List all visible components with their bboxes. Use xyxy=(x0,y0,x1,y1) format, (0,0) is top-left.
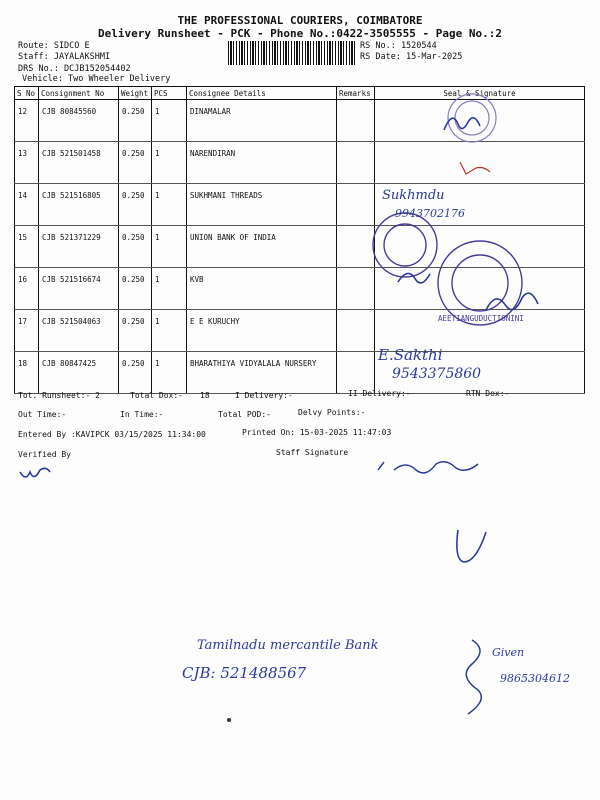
cell-consignment: CJB 80845560 xyxy=(39,100,119,142)
col-header-pcs: PCS xyxy=(152,87,187,100)
signature-mark-icon xyxy=(444,118,480,130)
cell-weight: 0.250 xyxy=(119,268,152,310)
in-time-label: In Time:- xyxy=(120,410,164,419)
ii-delivery-label: II Delivery:- xyxy=(348,389,411,398)
drs-label: DRS No.: DCJB152054402 xyxy=(18,64,131,74)
cell-weight: 0.250 xyxy=(119,352,152,394)
entered-by: Entered By :KAVIPCK 03/15/2025 11:34:00 xyxy=(18,430,206,439)
route-label: Route: SIDCO E xyxy=(18,41,90,51)
handwritten-signature: Sukhmdu xyxy=(382,188,445,203)
cell-consignee: E E KURUCHY xyxy=(187,310,337,352)
cell-weight: 0.250 xyxy=(119,184,152,226)
cell-sno: 12 xyxy=(15,100,39,142)
handwritten-cjb-note: CJB: 521488567 xyxy=(182,664,307,682)
cell-weight: 0.250 xyxy=(119,100,152,142)
col-header-remarks: Remarks xyxy=(337,87,375,100)
cell-consignee: BHARATHIYA VIDYALALA NURSERY xyxy=(187,352,337,394)
verified-by-label: Verified By xyxy=(18,450,71,459)
col-header-weight: Weight xyxy=(119,87,152,100)
staff-signature-label: Staff Signature xyxy=(276,448,349,457)
runsheet-title: Delivery Runsheet - PCK - Phone No.:0422-3505555 - Page No.:2 xyxy=(98,27,502,40)
total-dox-label: Total Dox:- xyxy=(130,391,183,400)
seal-stamp-icon xyxy=(373,213,522,325)
handwritten-phone: 9943702176 xyxy=(395,207,465,220)
out-time-label: Out Time:- xyxy=(18,410,67,419)
cell-consignee: SUKHMANI THREADS xyxy=(187,184,337,226)
cell-weight: 0.250 xyxy=(119,226,152,268)
rs-no-label: RS No.: 1520544 xyxy=(360,41,437,51)
cell-weight: 0.250 xyxy=(119,142,152,184)
signature-mark-icon xyxy=(457,530,486,562)
col-header-consignee: Consignee Details xyxy=(187,87,337,100)
cell-pcs: 1 xyxy=(152,268,187,310)
signature-mark-icon xyxy=(398,273,430,282)
total-pod-label: Total POD:- xyxy=(218,410,271,419)
cell-consignee: KVB xyxy=(187,268,337,310)
cell-consignee: DINAMALAR xyxy=(187,100,337,142)
signature-mark-icon xyxy=(460,162,490,174)
delvy-points-label: Delvy Points:- xyxy=(298,408,366,417)
cell-consignment: CJB 521516674 xyxy=(39,268,119,310)
cell-sno: 17 xyxy=(15,310,39,352)
signature-mark-icon xyxy=(20,468,50,477)
cell-consignee: NARENDIRAN xyxy=(187,142,337,184)
cell-pcs: 1 xyxy=(152,100,187,142)
vehicle-label: Vehicle: Two Wheeler Delivery xyxy=(22,74,171,84)
col-header-seal: Seal & Signature xyxy=(375,87,585,100)
handwritten-phone: 9543375860 xyxy=(392,366,482,382)
cell-pcs: 1 xyxy=(152,310,187,352)
i-delivery-label: I Delivery:- xyxy=(235,391,293,400)
stamp-text: AEETIANGUDUCTIONINI xyxy=(438,314,524,323)
cell-sno: 14 xyxy=(15,184,39,226)
total-dox-value: 18 xyxy=(200,391,210,400)
cell-consignment: CJB 80847425 xyxy=(39,352,119,394)
cell-consignment: CJB 521504063 xyxy=(39,310,119,352)
col-header-sno: S No xyxy=(15,87,39,100)
company-title: THE PROFESSIONAL COURIERS, COIMBATORE xyxy=(177,14,423,27)
cell-sno: 18 xyxy=(15,352,39,394)
cell-pcs: 1 xyxy=(152,184,187,226)
brace-mark-icon xyxy=(466,640,481,714)
cell-sno: 16 xyxy=(15,268,39,310)
rs-date-label: RS Date: 15-Mar-2025 xyxy=(360,52,463,62)
cell-consignment: CJB 521516805 xyxy=(39,184,119,226)
cell-sno: 15 xyxy=(15,226,39,268)
handwritten-bank-note: Tamilnadu mercantile Bank xyxy=(197,638,379,653)
rtn-dox-label: RTN Dox:- xyxy=(466,389,510,398)
cell-weight: 0.250 xyxy=(119,310,152,352)
col-header-consignment: Consignment No xyxy=(39,87,119,100)
cell-pcs: 1 xyxy=(152,352,187,394)
cell-consignment: CJB 521371229 xyxy=(39,226,119,268)
handwritten-phone: 9865304612 xyxy=(500,672,570,685)
cell-sno: 13 xyxy=(15,142,39,184)
staff-label: Staff: JAYALAKSHMI xyxy=(18,52,111,62)
cell-consignee: UNION BANK OF INDIA xyxy=(187,226,337,268)
printed-on: Printed On: 15-03-2025 11:47:03 xyxy=(242,428,392,437)
signature-mark-icon xyxy=(378,462,478,473)
cell-pcs: 1 xyxy=(152,142,187,184)
cell-pcs: 1 xyxy=(152,226,187,268)
cell-consignment: CJB 521501458 xyxy=(39,142,119,184)
tot-runsheet: Tot. Runsheet:- 2 xyxy=(18,391,100,400)
handwritten-given: Given xyxy=(492,646,525,659)
handwritten-name: E.Sakthi xyxy=(378,346,443,364)
